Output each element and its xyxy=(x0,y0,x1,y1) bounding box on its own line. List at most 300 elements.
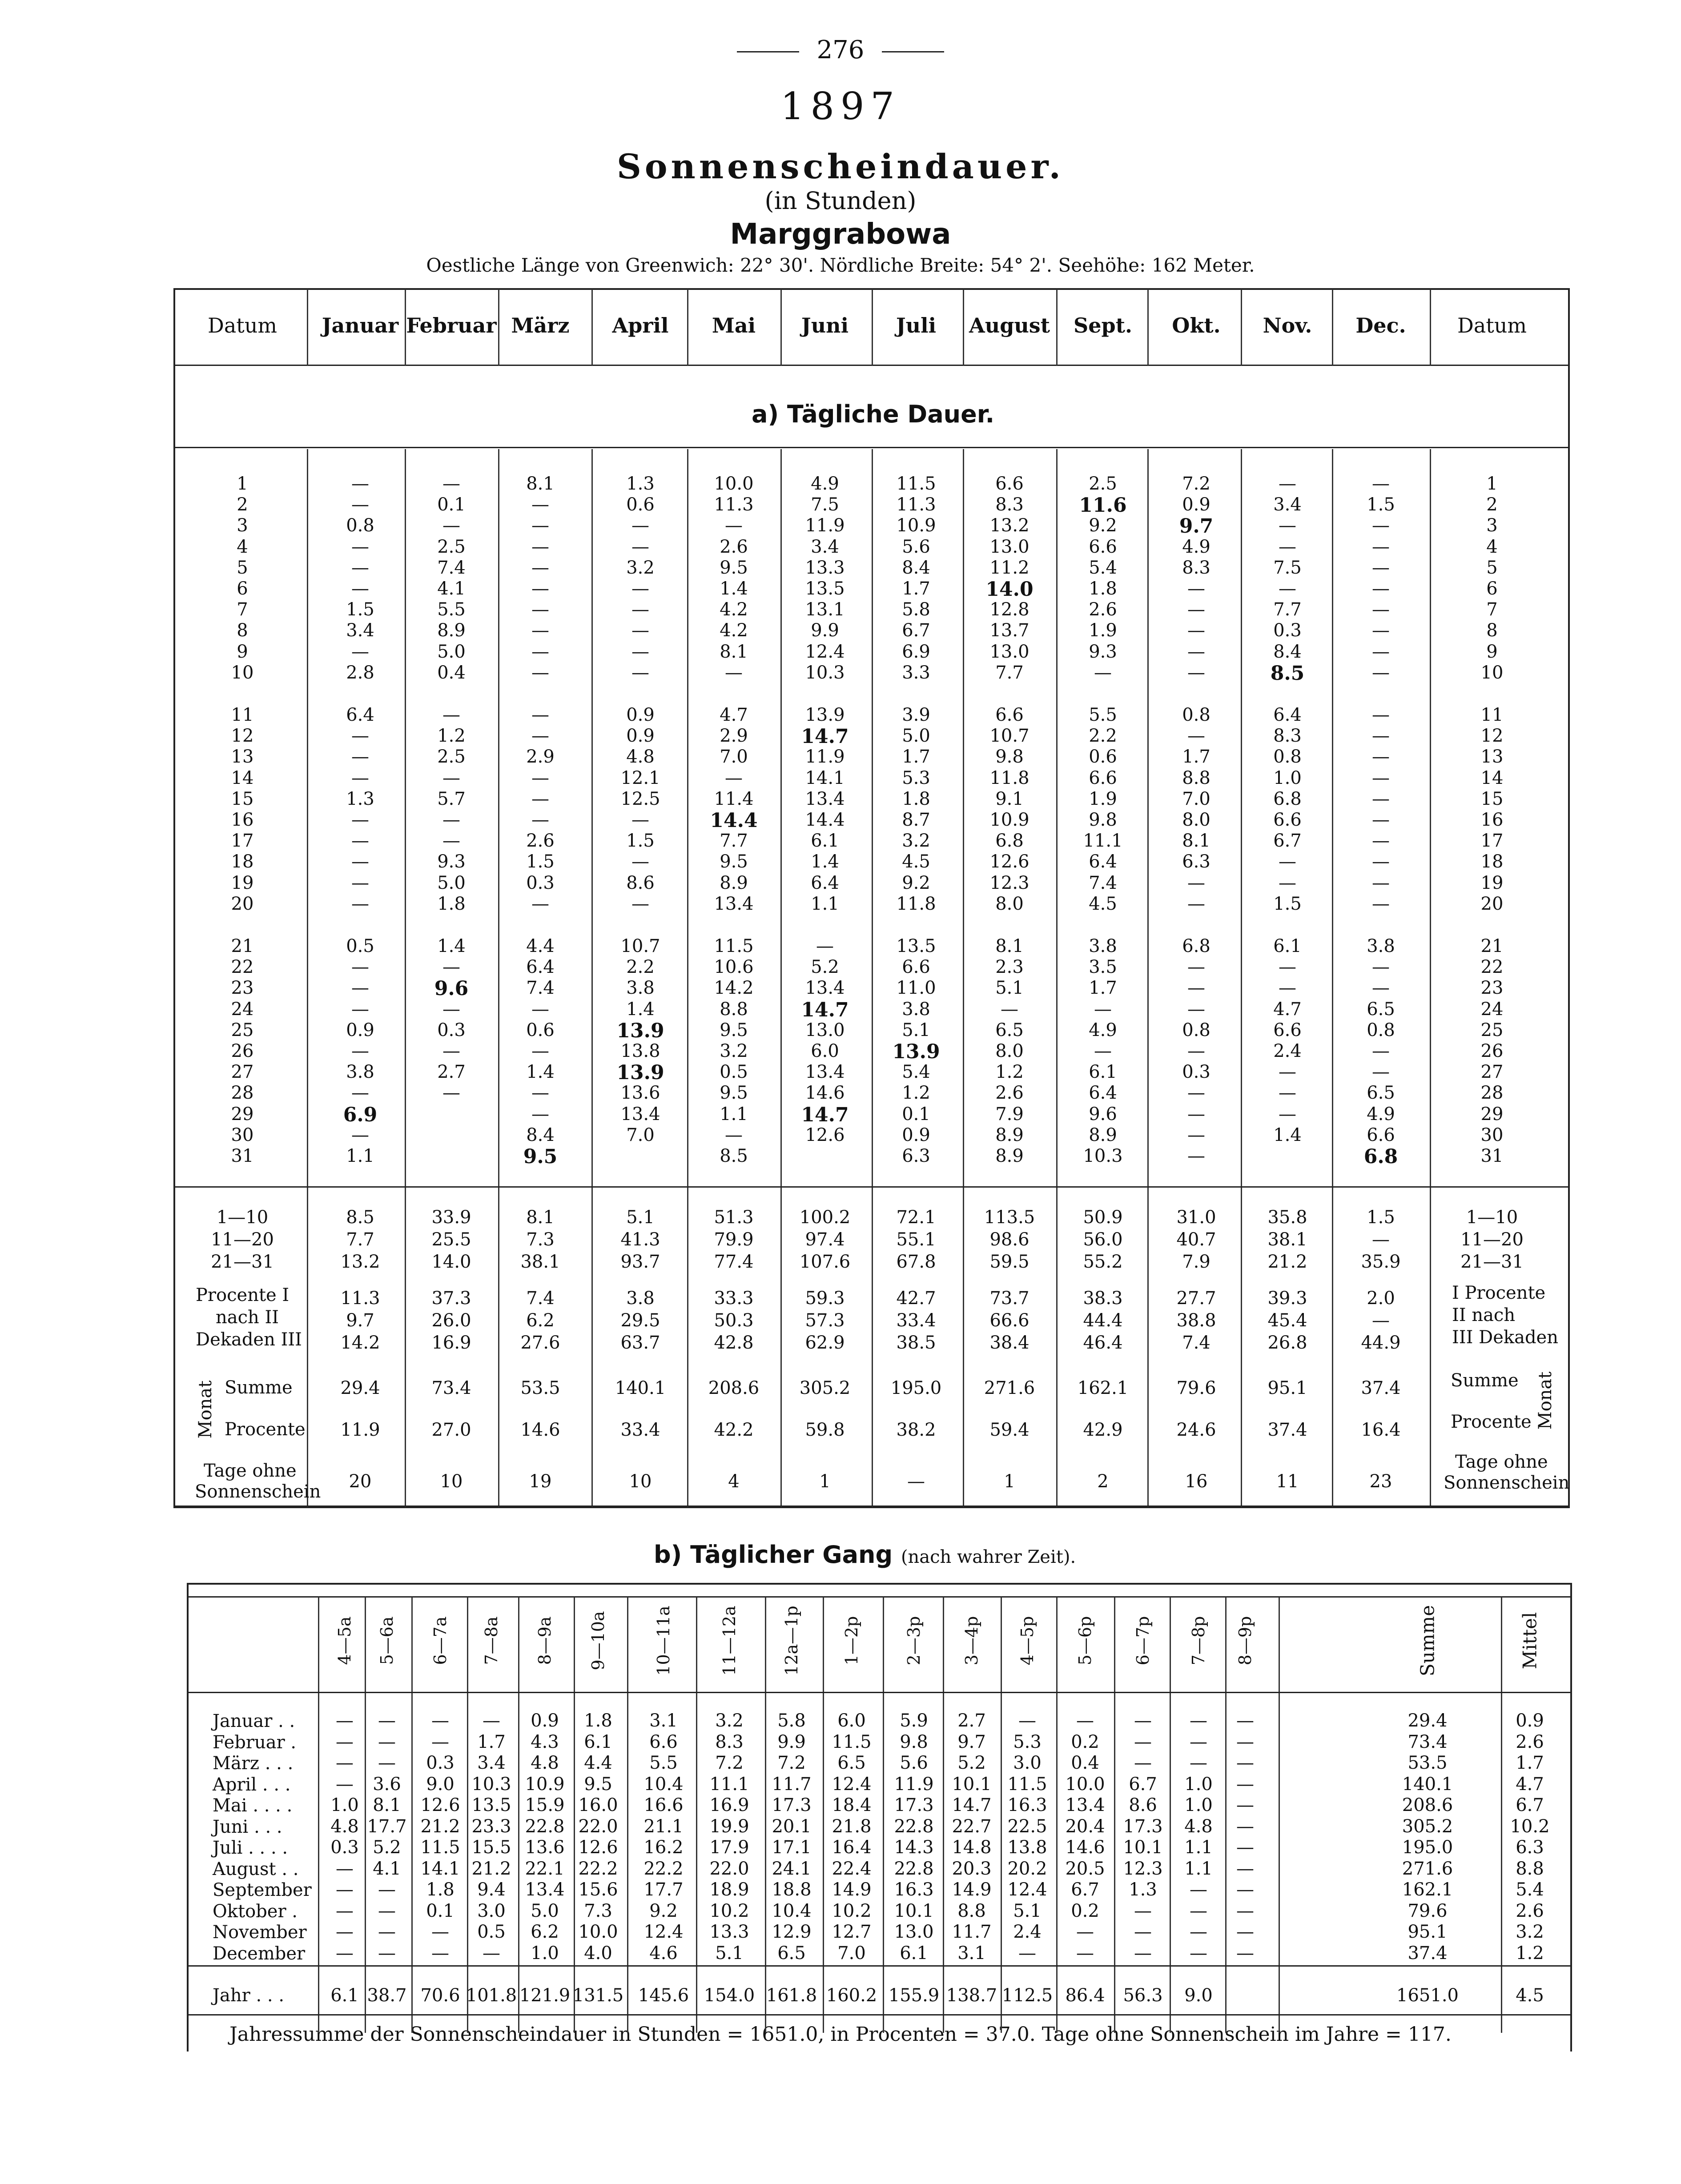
monthly-sum: 29.4 xyxy=(340,1378,380,1398)
decade-sum: 41.3 xyxy=(620,1229,660,1250)
hourly-value: 22.8 xyxy=(525,1816,565,1837)
day-value: 8.9 xyxy=(437,620,466,641)
hourly-value: 22.2 xyxy=(643,1858,684,1879)
hourly-value: 6.0 xyxy=(837,1710,866,1731)
day-value: 6.8 xyxy=(1273,788,1302,809)
month-label: September xyxy=(213,1880,312,1900)
day-value: 9.5 xyxy=(720,1020,748,1040)
day-value: — xyxy=(531,810,549,830)
day-value: 14.7 xyxy=(801,1103,849,1126)
hourly-value: 14.3 xyxy=(894,1837,934,1858)
decade-percent: 29.5 xyxy=(620,1310,660,1331)
hourly-value: — xyxy=(431,1943,449,1963)
day-value: 4.5 xyxy=(1089,893,1117,914)
hourly-value: 17.7 xyxy=(367,1816,407,1837)
day-value: — xyxy=(1372,893,1390,914)
hourly-value: 24.1 xyxy=(772,1858,812,1879)
hourly-value: 13.8 xyxy=(1007,1837,1047,1858)
day-value: 1.4 xyxy=(437,936,466,956)
hourly-value: 3.6 xyxy=(373,1774,401,1795)
day-number: 10 xyxy=(231,662,254,683)
day-value: 14.4 xyxy=(710,809,758,832)
hourly-value: 6.7 xyxy=(1071,1879,1099,1900)
day-value: 1.5 xyxy=(1273,893,1302,914)
day-value: 1.5 xyxy=(526,851,555,872)
day-number: 4 xyxy=(237,536,248,557)
day-value: — xyxy=(1372,705,1390,725)
hourly-value: — xyxy=(336,1710,354,1731)
hourly-value: 3.4 xyxy=(477,1753,506,1773)
hourly-value: — xyxy=(336,1731,354,1752)
day-value: 8.4 xyxy=(526,1124,555,1145)
hourly-value: 16.9 xyxy=(709,1795,749,1815)
hourly-value: 6.2 xyxy=(531,1922,559,1942)
hourly-value: 4.3 xyxy=(531,1731,559,1752)
day-value: 10.3 xyxy=(805,662,845,683)
hourly-value: 22.5 xyxy=(1007,1816,1047,1837)
day-number-right: 17 xyxy=(1480,831,1504,851)
annual-hourly-value: 161.8 xyxy=(766,1985,817,2006)
hourly-value: 1.7 xyxy=(477,1731,506,1752)
hourly-value: 16.0 xyxy=(578,1795,618,1815)
day-value: — xyxy=(1279,957,1296,978)
hourly-value: — xyxy=(1134,1710,1152,1731)
month-label: August . . xyxy=(213,1859,299,1879)
hourly-value: — xyxy=(1134,1943,1152,1963)
decade-percent: 63.7 xyxy=(620,1333,660,1353)
hourly-value: 1.7 xyxy=(1516,1753,1544,1773)
hourly-value: — xyxy=(378,1879,396,1900)
gang-column-rule xyxy=(1225,1597,1227,2033)
day-value: 4.4 xyxy=(526,936,555,956)
day-value: 1.7 xyxy=(902,578,930,599)
day-value: 0.9 xyxy=(1182,494,1210,515)
hourly-value: 5.8 xyxy=(777,1710,806,1731)
hourly-value: 13.6 xyxy=(525,1837,565,1858)
day-value: 2.6 xyxy=(995,1083,1024,1104)
day-value: 0.3 xyxy=(526,872,555,893)
day-value: — xyxy=(1372,831,1390,851)
percent-label: nach II xyxy=(216,1307,279,1328)
hourly-value: — xyxy=(378,1900,396,1921)
day-value: 4.9 xyxy=(1182,536,1210,557)
body-column-rule xyxy=(1430,449,1431,1507)
day-value: 0.6 xyxy=(626,494,655,515)
hourly-value: 162.1 xyxy=(1402,1879,1453,1900)
monat-procente-label-right: Procente xyxy=(1451,1412,1532,1432)
day-value: 8.0 xyxy=(995,893,1024,914)
day-value: 6.8 xyxy=(1363,1145,1398,1168)
day-value: 5.6 xyxy=(902,536,930,557)
hourly-value: 29.4 xyxy=(1408,1710,1448,1731)
hourly-value: 11.7 xyxy=(952,1922,992,1942)
days-without-sun: 1 xyxy=(819,1471,831,1492)
hourly-value: 1.1 xyxy=(1184,1837,1213,1858)
header-column-rule xyxy=(1241,289,1242,365)
day-value: — xyxy=(531,893,549,914)
hourly-value: 3.0 xyxy=(477,1900,506,1921)
hourly-value: — xyxy=(1134,1753,1152,1773)
hourly-value: 8.1 xyxy=(373,1795,401,1815)
column-header-datum: Datum xyxy=(207,313,277,337)
hourly-value: 6.5 xyxy=(837,1753,866,1773)
decade-percent: 39.3 xyxy=(1267,1288,1307,1309)
hour-header: 8—9p xyxy=(1235,1616,1255,1666)
day-number: 24 xyxy=(231,999,254,1020)
day-value: — xyxy=(1372,978,1390,999)
hourly-value: 18.9 xyxy=(709,1879,749,1900)
hourly-value: 6.5 xyxy=(777,1943,806,1963)
hourly-value: 5.1 xyxy=(1013,1900,1042,1921)
day-value: — xyxy=(442,957,460,978)
days-without-sun: 23 xyxy=(1369,1471,1392,1492)
hourly-value: 8.6 xyxy=(1129,1795,1157,1815)
annual-hourly-value: 145.6 xyxy=(638,1985,689,2006)
hourly-value: 4.7 xyxy=(1516,1774,1544,1795)
day-value: — xyxy=(531,1083,549,1104)
hourly-value: 22.4 xyxy=(832,1858,872,1879)
day-value: — xyxy=(1279,1062,1296,1083)
day-number: 17 xyxy=(231,831,254,851)
column-header-month: Februar xyxy=(406,313,497,337)
hourly-value: — xyxy=(1236,1943,1254,1963)
day-value: 13.4 xyxy=(714,893,754,914)
day-number: 6 xyxy=(237,578,248,599)
days-without-sun: 16 xyxy=(1185,1471,1208,1492)
days-without-sun: — xyxy=(907,1471,925,1492)
day-value: 6.6 xyxy=(1089,536,1117,557)
hourly-value: — xyxy=(336,1943,354,1963)
decade-label: 21—31 xyxy=(211,1252,274,1272)
decade-label: 11—20 xyxy=(211,1229,274,1250)
hour-header: 6—7p xyxy=(1133,1616,1153,1666)
column-header-month: Nov. xyxy=(1263,313,1312,337)
hour-header: 7—8a xyxy=(482,1616,501,1665)
day-value: 0.3 xyxy=(1273,620,1302,641)
day-value: 11.9 xyxy=(805,747,845,767)
hourly-value: 20.4 xyxy=(1065,1816,1105,1837)
decade-sum: 13.2 xyxy=(340,1252,380,1272)
day-number-right: 18 xyxy=(1480,851,1504,872)
day-value: — xyxy=(1372,641,1390,662)
day-value: 8.8 xyxy=(1182,767,1210,788)
hourly-value: 0.9 xyxy=(531,1710,559,1731)
month-label: Juni . . . xyxy=(213,1816,282,1837)
gang-header-rule xyxy=(187,1692,1572,1693)
day-value: — xyxy=(1372,872,1390,893)
day-value: — xyxy=(1279,1083,1296,1104)
column-header-month: Juni xyxy=(801,313,849,337)
hourly-value: 6.1 xyxy=(584,1731,612,1752)
day-value: 0.6 xyxy=(1089,747,1117,767)
annual-hourly-value: 121.9 xyxy=(519,1985,571,2006)
hourly-value: 21.1 xyxy=(643,1816,684,1837)
day-value: 2.5 xyxy=(437,536,466,557)
day-value: 8.3 xyxy=(1182,557,1210,578)
day-value: — xyxy=(442,474,460,494)
day-value: 3.8 xyxy=(1367,936,1395,956)
day-value: — xyxy=(531,788,549,809)
decade-percent: 57.3 xyxy=(805,1310,845,1331)
day-value: 5.5 xyxy=(1089,705,1117,725)
header-column-rule xyxy=(1056,289,1058,365)
day-value: 1.5 xyxy=(1367,494,1395,515)
hourly-value: 11.5 xyxy=(1007,1774,1047,1795)
day-value: 2.8 xyxy=(346,662,374,683)
hourly-value: — xyxy=(483,1943,500,1963)
day-value: 2.6 xyxy=(526,831,555,851)
decade-sum: 67.8 xyxy=(896,1252,936,1272)
hourly-value: 0.3 xyxy=(426,1753,454,1773)
day-value: 3.2 xyxy=(902,831,930,851)
hourly-value: 0.5 xyxy=(477,1922,506,1942)
hourly-value: 5.2 xyxy=(957,1753,986,1773)
hourly-value: 208.6 xyxy=(1402,1795,1453,1815)
annual-hourly-value: 160.2 xyxy=(826,1985,877,2006)
hourly-value: — xyxy=(336,1900,354,1921)
day-value: 5.7 xyxy=(437,788,466,809)
decade-percent: 38.8 xyxy=(1176,1310,1216,1331)
hourly-value: 10.9 xyxy=(525,1774,565,1795)
days-without-sun: 4 xyxy=(728,1471,740,1492)
day-value: 6.1 xyxy=(1273,936,1302,956)
body-column-rule xyxy=(1241,449,1242,1507)
day-value: 4.2 xyxy=(720,599,748,620)
day-value: 9.7 xyxy=(1179,515,1214,538)
day-value: — xyxy=(531,515,549,536)
day-value: — xyxy=(631,620,649,641)
day-value: 7.9 xyxy=(995,1104,1024,1124)
decade-percent: 11.3 xyxy=(340,1288,380,1309)
day-value: 5.0 xyxy=(437,872,466,893)
day-value: 13.2 xyxy=(989,515,1030,536)
day-value: 1.9 xyxy=(1089,620,1117,641)
hourly-value: 1.2 xyxy=(1516,1943,1544,1963)
body-column-rule xyxy=(780,449,782,1507)
day-value: 2.2 xyxy=(626,957,655,978)
section-b-top-rule xyxy=(187,1596,1572,1598)
hourly-value: 7.2 xyxy=(777,1753,806,1773)
hourly-value: 79.6 xyxy=(1408,1900,1448,1921)
decade-percent: 33.3 xyxy=(714,1288,754,1309)
monat-procente-label: Procente xyxy=(225,1419,306,1440)
day-number: 31 xyxy=(231,1146,254,1166)
hourly-value: 9.9 xyxy=(777,1731,806,1752)
day-value: — xyxy=(1187,578,1205,599)
day-value: 6.8 xyxy=(995,831,1024,851)
day-value: 0.9 xyxy=(626,705,655,725)
day-value: 0.6 xyxy=(526,1020,555,1040)
monthly-sum: 37.4 xyxy=(1361,1378,1401,1398)
header-column-rule xyxy=(1332,289,1333,365)
day-value: 9.5 xyxy=(720,557,748,578)
day-number: 9 xyxy=(237,641,248,662)
hour-header: 8—9a xyxy=(535,1616,555,1665)
day-value: — xyxy=(351,1083,369,1104)
hourly-value: 7.0 xyxy=(837,1943,866,1963)
gang-column-rule xyxy=(1170,1597,1171,2033)
hourly-value: 10.1 xyxy=(952,1774,992,1795)
day-value: — xyxy=(631,893,649,914)
table-b-bottom-rule xyxy=(187,2014,1572,2015)
hourly-value: 22.1 xyxy=(525,1858,565,1879)
hourly-value: 22.0 xyxy=(709,1858,749,1879)
hourly-value: 21.2 xyxy=(471,1858,511,1879)
day-number: 25 xyxy=(231,1020,254,1040)
day-value: — xyxy=(1187,872,1205,893)
day-value: 9.5 xyxy=(720,1083,748,1104)
hourly-value: 4.6 xyxy=(649,1943,678,1963)
decade-label: 1—10 xyxy=(216,1207,269,1228)
hourly-value: 11.9 xyxy=(894,1774,934,1795)
day-number: 18 xyxy=(231,851,254,872)
hourly-value: 11.5 xyxy=(832,1731,872,1752)
hourly-value: — xyxy=(336,1922,354,1942)
hourly-value: 13.5 xyxy=(471,1795,511,1815)
hourly-value: — xyxy=(1134,1900,1152,1921)
annual-hourly-value: 1651.0 xyxy=(1396,1985,1459,2006)
day-number-right: 23 xyxy=(1480,978,1504,999)
monthly-percent: 24.6 xyxy=(1176,1420,1216,1440)
tage-ohne-label: Sonnenschein xyxy=(195,1481,321,1502)
hourly-value: 5.3 xyxy=(1013,1731,1042,1752)
day-value: 13.0 xyxy=(989,641,1030,662)
day-value: 1.7 xyxy=(1182,747,1210,767)
decade-sum: 77.4 xyxy=(714,1252,754,1272)
hourly-value: 140.1 xyxy=(1402,1774,1453,1795)
day-value: 6.9 xyxy=(343,1103,378,1126)
day-value: 1.1 xyxy=(811,893,839,914)
day-value: — xyxy=(531,767,549,788)
hourly-value: 0.3 xyxy=(330,1837,359,1858)
hourly-value: 17.1 xyxy=(772,1837,812,1858)
day-value: 12.3 xyxy=(989,872,1030,893)
decade-percent: 44.4 xyxy=(1083,1310,1123,1331)
day-value: 6.1 xyxy=(1089,1062,1117,1083)
decade-percent: 38.3 xyxy=(1083,1288,1123,1309)
body-column-rule xyxy=(872,449,873,1507)
decade-sum: 97.4 xyxy=(805,1229,845,1250)
day-value: 3.8 xyxy=(1089,936,1117,956)
day-value: 10.6 xyxy=(714,957,754,978)
hourly-value: 12.9 xyxy=(772,1922,812,1942)
hourly-value: 22.2 xyxy=(578,1858,618,1879)
day-value: — xyxy=(442,831,460,851)
decade-percent: 2.0 xyxy=(1367,1288,1395,1309)
day-value: — xyxy=(1372,557,1390,578)
decade-percent: 42.8 xyxy=(714,1333,754,1353)
decade-sum: 31.0 xyxy=(1176,1207,1216,1228)
hourly-value: — xyxy=(336,1753,354,1773)
hourly-value: 17.3 xyxy=(772,1795,812,1815)
day-number: 7 xyxy=(237,599,248,620)
day-value: — xyxy=(1372,1062,1390,1083)
hourly-value: — xyxy=(1190,1943,1207,1963)
day-value: — xyxy=(351,831,369,851)
day-value: 6.4 xyxy=(1089,851,1117,872)
day-number: 19 xyxy=(231,872,254,893)
day-value: 1.4 xyxy=(811,851,839,872)
day-value: — xyxy=(1187,893,1205,914)
day-value: 10.3 xyxy=(1083,1146,1123,1166)
hourly-value: — xyxy=(431,1710,449,1731)
day-number-right: 13 xyxy=(1480,747,1504,767)
day-number: 29 xyxy=(231,1104,254,1124)
day-number-right: 9 xyxy=(1486,641,1498,662)
day-value: 6.5 xyxy=(1367,1083,1395,1104)
gang-column-rule xyxy=(823,1597,824,2033)
day-value: — xyxy=(351,747,369,767)
day-value: 7.0 xyxy=(626,1124,655,1145)
hourly-value: — xyxy=(1018,1943,1036,1963)
month-label: Mai . . . . xyxy=(213,1795,293,1816)
day-value: 3.9 xyxy=(902,705,930,725)
monat-label: Monat xyxy=(195,1380,216,1439)
day-value: 0.8 xyxy=(1273,747,1302,767)
hourly-value: 8.3 xyxy=(715,1731,744,1752)
monthly-sum: 73.4 xyxy=(431,1378,471,1398)
day-value: — xyxy=(351,957,369,978)
day-value: 1.5 xyxy=(346,599,374,620)
decade-sum: 93.7 xyxy=(620,1252,660,1272)
day-value: 13.5 xyxy=(805,578,845,599)
hourly-value: 6.3 xyxy=(1516,1837,1544,1858)
hour-header: 7—8p xyxy=(1189,1616,1208,1666)
day-value: 0.8 xyxy=(1367,1020,1395,1040)
day-value: 6.1 xyxy=(811,831,839,851)
header-column-rule xyxy=(872,289,873,365)
gang-column-rule xyxy=(883,1597,884,2033)
decade-sum: 1.5 xyxy=(1367,1207,1395,1228)
decade-percent: 59.3 xyxy=(805,1288,845,1309)
decade-sum: 38.1 xyxy=(1267,1229,1307,1250)
monthly-sum: 305.2 xyxy=(799,1378,851,1398)
day-number-right: 10 xyxy=(1480,662,1504,683)
decade-sum: 79.9 xyxy=(714,1229,754,1250)
day-value: 10.9 xyxy=(896,515,936,536)
day-value: 3.8 xyxy=(346,1062,374,1083)
day-value: — xyxy=(725,662,743,683)
hourly-value: 0.4 xyxy=(1071,1753,1099,1773)
decade-percent: 16.9 xyxy=(431,1333,471,1353)
day-value: 11.0 xyxy=(896,978,936,999)
decade-sum: 21.2 xyxy=(1267,1252,1307,1272)
day-value: — xyxy=(1187,599,1205,620)
decade-percent: 37.3 xyxy=(431,1288,471,1309)
day-value: 5.4 xyxy=(902,1062,930,1083)
day-value: 9.5 xyxy=(523,1145,558,1168)
day-value: 11.4 xyxy=(714,788,754,809)
day-value: 1.1 xyxy=(346,1146,374,1166)
decade-sum: 107.6 xyxy=(799,1252,851,1272)
decade-percent: 26.0 xyxy=(431,1310,471,1331)
day-value: 9.8 xyxy=(1089,810,1117,830)
hourly-value: — xyxy=(1134,1731,1152,1752)
day-value: 9.8 xyxy=(995,747,1024,767)
month-label: Juli . . . . xyxy=(213,1838,288,1858)
hourly-value: 10.2 xyxy=(832,1900,872,1921)
day-value: 7.5 xyxy=(811,494,839,515)
day-value: — xyxy=(442,767,460,788)
monthly-percent: 11.9 xyxy=(340,1420,380,1440)
decade-percent: 27.6 xyxy=(520,1333,560,1353)
hourly-value: 4.1 xyxy=(373,1858,401,1879)
day-value: 9.2 xyxy=(902,872,930,893)
hourly-value: 9.4 xyxy=(477,1879,506,1900)
days-without-sun: 2 xyxy=(1097,1471,1109,1492)
table-title: Sonnenscheindauer. xyxy=(616,147,1064,186)
decade-percent: 27.7 xyxy=(1176,1288,1216,1309)
